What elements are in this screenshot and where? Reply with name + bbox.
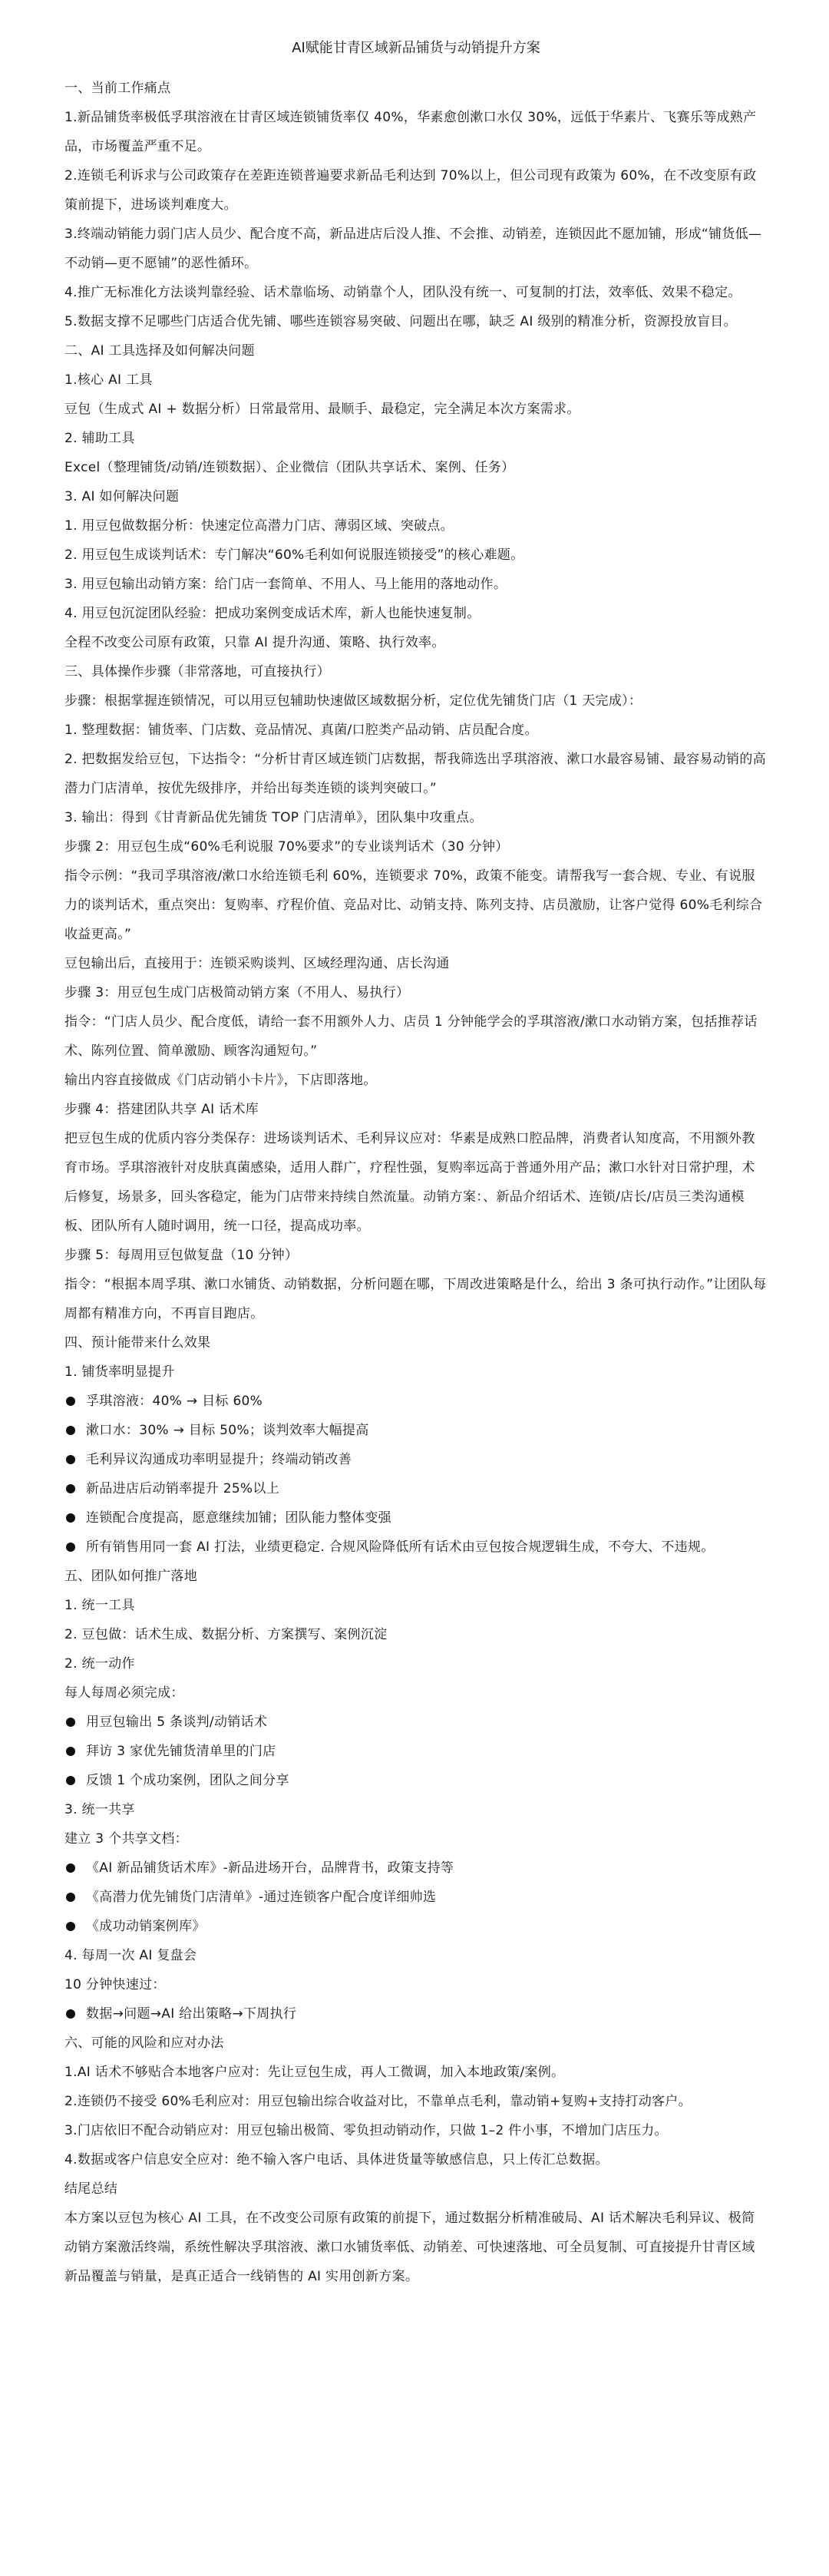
bullet-text: 孚琪溶液：40% → 目标 60% — [86, 1394, 263, 1409]
bullet-text: 新品进店后动销率提升 25%以上 — [86, 1481, 279, 1496]
bullet-item — [64, 1737, 768, 1766]
paragraph: 1. 整理数据：铺货率、门店数、竞品情况、真菌/口腔类产品动销、店员配合度。 — [64, 723, 538, 738]
paragraph: 豆包输出后，直接用于：连锁采购谈判、区域经理沟通、店长沟通 — [64, 956, 450, 971]
bullet-text: 反馈 1 个成功案例，团队之间分享 — [86, 1773, 289, 1788]
bullet-text: 数据→问题→AI 给出策略→下周执行 — [86, 2006, 297, 2022]
bullet-text: 所有销售用同一套 AI 打法，业绩更稳定. 合规风险降低所有话术由豆包按合规逻辑生成，不夸大、不违规。 — [86, 1539, 715, 1555]
bullet-text: 漱口水：30% → 目标 50%；谈判效率大幅提高 — [86, 1423, 369, 1438]
paragraph: 2.连锁毛利诉求与公司政策存在差距连锁普遍要求新品毛利达到 70%以上，但公司现有政策为 60%，在不改变原有政策前提下，进场谈判难度大。 — [64, 168, 757, 213]
document-title: AI赋能甘青区域新品铺货与动销提升方案 — [292, 40, 540, 56]
paragraph: 2. 豆包做：话术生成、数据分析、方案撰写、案例沉淀 — [64, 1627, 388, 1642]
bullet-text: 《高潜力优先铺货门店清单》-通过连锁客户配合度详细帅选 — [86, 1890, 437, 1905]
paragraph: 3. AI 如何解决问题 — [64, 489, 180, 504]
paragraph: 4.推广无标准化方法谈判靠经验、话术靠临场、动销靠个人，团队没有统一、可复制的打法，效率低、效果不稳定。 — [64, 285, 741, 300]
paragraph: 1. 统一工具 — [64, 1598, 135, 1613]
bullet-item — [64, 1883, 768, 1912]
bullet-icon — [66, 1863, 75, 1873]
paragraph: 步骤 3：用豆包生成门店极简动销方案（不用人、易执行） — [64, 985, 410, 1000]
paragraph: 2. 把数据发给豆包，下达指令：“分析甘青区域连锁门店数据，帮我筛选出孚琪溶液、漱口水最容易铺、最容易动销的高潜力门店清单，按优先级排序，并给出每类连锁的谈判突破口。” — [64, 752, 766, 796]
bullet-text: 毛利异议沟通成功率明显提升；终端动销改善 — [86, 1452, 352, 1467]
paragraph: Excel（整理铺货/动销/连锁数据）、企业微信（团队共享话术、案例、任务） — [64, 460, 515, 475]
paragraph: 步骤：根据掌握连锁情况，可以用豆包辅助快速做区域数据分析，定位优先铺货门店（1 天完成）： — [64, 693, 642, 709]
paragraph: 四、预计能带来什么效果 — [64, 1335, 211, 1351]
paragraph: 二、AI 工具选择及如何解决问题 — [64, 343, 255, 359]
bullet-icon — [66, 1747, 75, 1756]
paragraph: 3. 统一共享 — [64, 1802, 135, 1817]
paragraph: 1.核心 AI 工具 — [64, 372, 153, 388]
paragraph: 本方案以豆包为核心 AI 工具，在不改变公司原有政策的前提下，通过数据分析精准破局、AI 话术解决毛利异议、极简动销方案激活终端，系统性解决孚琪溶液、漱口水铺货率低、动销差、可快速落地、可全员复制、可直接提升甘青区域新品覆盖与销量，是真正适合一线销售的 AI 实用创新方案。 — [64, 2211, 755, 2284]
bullet-item — [64, 1533, 768, 1562]
bullet-item — [64, 1999, 768, 2029]
paragraph: 3.门店依旧不配合动销应对：用豆包输出极简、零负担动销动作，只做 1–2 件小事，不增加门店压力。 — [64, 2123, 668, 2138]
paragraph: 1. 用豆包做数据分析：快速定位高潜力门店、薄弱区域、突破点。 — [64, 518, 454, 534]
paragraph: 4.数据或客户信息安全应对：绝不输入客户电话、具体进货量等敏感信息，只上传汇总数据。 — [64, 2152, 609, 2168]
paragraph: 2. 辅助工具 — [64, 431, 135, 446]
bullet-item — [64, 1503, 768, 1533]
paragraph: 豆包（生成式 AI + 数据分析）日常最常用、最顺手、最稳定，完全满足本次方案需求。 — [64, 402, 580, 417]
paragraph: 4. 用豆包沉淀团队经验：把成功案例变成话术库，新人也能快速复制。 — [64, 606, 481, 621]
bullet-icon — [66, 1893, 75, 1902]
paragraph: 1. 铺货率明显提升 — [64, 1364, 175, 1380]
bullet-icon — [66, 1397, 75, 1406]
bullet-item — [64, 1445, 768, 1474]
paragraph: 3. 输出：得到《甘青新品优先铺货 TOP 门店清单》，团队集中攻重点。 — [64, 810, 483, 825]
bullet-icon — [66, 1543, 75, 1552]
paragraph: 建立 3 个共享文档： — [64, 1831, 188, 1847]
paragraph: 五、团队如何推广落地 — [64, 1569, 197, 1584]
bullet-item — [64, 1853, 768, 1883]
bullet-text: 《成功动销案例库》 — [86, 1919, 206, 1934]
bullet-text: 连锁配合度提高，愿意继续加铺；团队能力整体变强 — [86, 1510, 391, 1526]
bullet-icon — [66, 1922, 75, 1931]
bullet-icon — [66, 2009, 75, 2019]
paragraph: 2. 用豆包生成谈判话术：专门解决“60%毛利如何说服连锁接受”的核心难题。 — [64, 547, 524, 563]
bullet-icon — [66, 1718, 75, 1727]
bullet-item — [64, 1416, 768, 1445]
bullet-item — [64, 1387, 768, 1416]
paragraph: 4. 每周一次 AI 复盘会 — [64, 1948, 197, 1963]
bullet-icon — [66, 1776, 75, 1785]
paragraph: 指令：“根据本周孚琪、漱口水铺货、动销数据，分析问题在哪，下周改进策略是什么，给出 3 条可执行动作。”让团队每周都有精准方向，不再盲目跑店。 — [64, 1277, 767, 1321]
paragraph: 指令示例：“我司孚琪溶液/漱口水给连锁毛利 60%，连锁要求 70%，政策不能变。请帮我写一套合规、专业、有说服力的谈判话术，重点突出：复购率、疗程价值、竞品对比、动销支持、陈列支持、店员激励，让客户觉得 60%毛利综合收益更高。” — [64, 868, 763, 942]
paragraph: 步骤 2：用豆包生成“60%毛利说服 70%要求”的专业谈判话术（30 分钟） — [64, 839, 509, 855]
paragraph: 一、当前工作痛点 — [64, 81, 171, 96]
paragraph: 3. 用豆包输出动销方案：给门店一套简单、不用人、马上能用的落地动作。 — [64, 577, 507, 592]
paragraph: 1.新品铺货率极低孚琪溶液在甘青区域连锁铺货率仅 40%，华素愈创漱口水仅 30%，远低于华素片、飞赛乐等成熟产品，市场覆盖严重不足。 — [64, 110, 757, 154]
bullet-icon — [66, 1484, 75, 1493]
bullet-item — [64, 1912, 768, 1941]
paragraph: 步骤 5：每周用豆包做复盘（10 分钟） — [64, 1248, 299, 1263]
paragraph: 5.数据支撑不足哪些门店适合优先铺、哪些连锁容易突破、问题出在哪，缺乏 AI 级别的精准分析，资源投放盲目。 — [64, 314, 737, 329]
paragraph: 步骤 4：搭建团队共享 AI 话术库 — [64, 1102, 259, 1117]
bullet-icon — [66, 1513, 75, 1523]
paragraph: 3.终端动销能力弱门店人员少、配合度不高，新品进店后没人推、不会推、动销差，连锁因此不愿加铺，形成“铺货低—不动销—更不愿铺”的恶性循环。 — [64, 227, 762, 271]
paragraph: 每人每周必须完成： — [64, 1685, 184, 1701]
paragraph: 10 分钟快速过： — [64, 1977, 166, 1992]
bullet-text: 拜访 3 家优先铺货清单里的门店 — [86, 1744, 276, 1759]
bullet-item — [64, 1474, 768, 1503]
bullet-icon — [66, 1455, 75, 1464]
paragraph: 结尾总结 — [64, 2181, 118, 2197]
bullet-text: 用豆包输出 5 条谈判/动销话术 — [86, 1715, 268, 1730]
bullet-item — [64, 1708, 768, 1737]
paragraph: 全程不改变公司原有政策，只靠 AI 提升沟通、策略、执行效率。 — [64, 635, 445, 650]
paragraph: 2. 统一动作 — [64, 1656, 135, 1672]
paragraph: 三、具体操作步骤（非常落地，可直接执行） — [64, 664, 330, 680]
bullet-icon — [66, 1426, 75, 1435]
paragraph: 指令：“门店人员少、配合度低，请给一套不用额外人力、店员 1 分钟能学会的孚琪溶液/漱口水动销方案，包括推荐话术、陈列位置、简单激励、顾客沟通短句。” — [64, 1014, 758, 1059]
bullet-item — [64, 1766, 768, 1795]
paragraph: 六、可能的风险和应对办法 — [64, 2035, 224, 2051]
paragraph: 输出内容直接做成《门店动销小卡片》，下店即落地。 — [64, 1073, 377, 1088]
paragraph: 2.连锁仍不接受 60%毛利应对：用豆包输出综合收益对比，不靠单点毛利，靠动销+复购+支持打动客户。 — [64, 2094, 692, 2109]
paragraph: 1.AI 话术不够贴合本地客户应对：先让豆包生成，再人工微调，加入本地政策/案例。 — [64, 2065, 565, 2080]
document-body — [64, 74, 768, 2291]
bullet-text: 《AI 新品铺货话术库》-新品进场开台，品牌背书，政策支持等 — [86, 1860, 454, 1876]
paragraph: 把豆包生成的优质内容分类保存：进场谈判话术、毛利异议应对：华素是成熟口腔品牌，消费者认知度高，不用额外教育市场。孚琪溶液针对皮肤真菌感染，适用人群广，疗程性强，复购率远高于普通外用产品；漱口水针对日常护理，术后修复，场景多，回头客稳定，能为门店带来持续自然流量。动销方案：、新品介绍话术、连锁/店长/店员三类沟通模板、团队所有人随时调用，统一口径，提高成功率。 — [64, 1131, 755, 1234]
